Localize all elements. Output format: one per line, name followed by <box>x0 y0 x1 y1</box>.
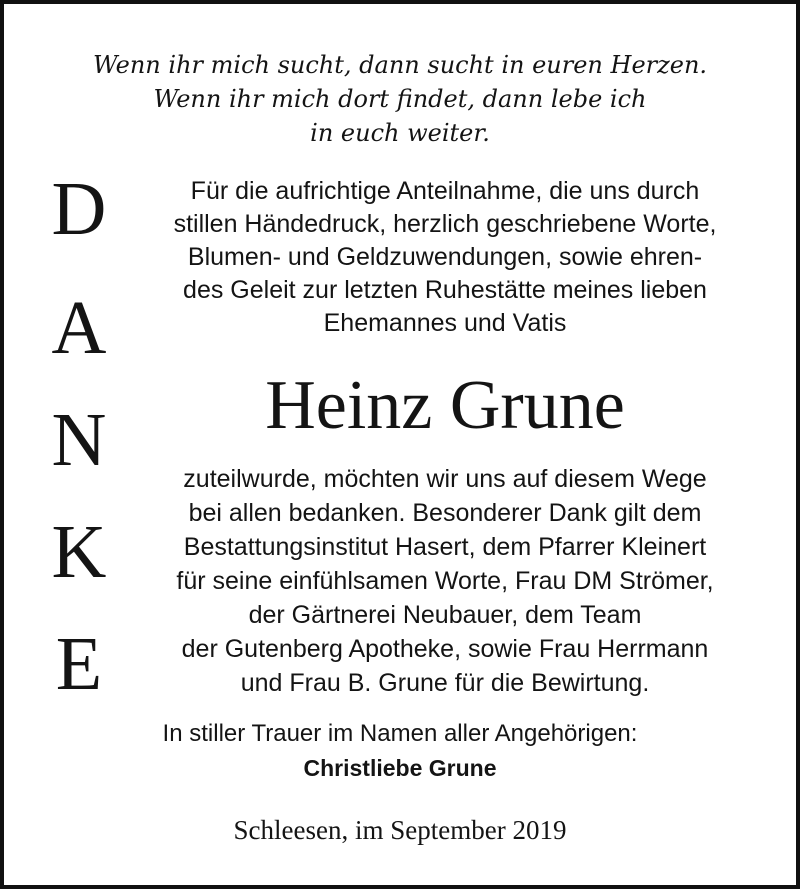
thanks-intro-line: Für die aufrichtige Anteilnahme, die uns durch <box>190 177 700 205</box>
motto-line: in euch weiter. <box>310 119 490 147</box>
danke-letter: E <box>55 622 103 706</box>
thanks-intro-line: Blumen- und Geldzuwendungen, sowie ehren- <box>187 243 703 271</box>
thanks-body-line: bei allen bedanken. Besonderer Dank gilt dem <box>188 499 702 527</box>
thanks-intro-line: des Geleit zur letzten Ruhestätte meines lieben <box>183 276 707 304</box>
thanks-body-line: der Gutenberg Apotheke, sowie Frau Herrmann <box>181 635 709 663</box>
thanks-body-line: für seine einfühlsamen Worte, Frau DM Strömer, <box>176 567 714 595</box>
thanks-intro-line: stillen Händedruck, herzlich geschriebene Worte, <box>173 210 717 238</box>
thanks-intro-line: Ehemannes und Vatis <box>323 309 567 337</box>
danke-letter: N <box>51 398 107 482</box>
danke-letter: D <box>51 167 107 251</box>
thanks-body-line: zuteilwurde, möchten wir uns auf diesem Wege <box>183 465 707 493</box>
danke-letter: K <box>51 510 107 594</box>
place-date: Schleesen, im September 2019 <box>233 815 567 845</box>
deceased-name: Heinz Grune <box>265 367 625 444</box>
thanks-body-line: und Frau B. Grune für die Bewirtung. <box>240 669 650 697</box>
motto-line: Wenn ihr mich dort findet, dann lebe ich <box>153 85 647 113</box>
signer-name: Christliebe Grune <box>303 755 497 781</box>
thanks-body-line: der Gärtnerei Neubauer, dem Team <box>248 601 642 629</box>
danke-letter: A <box>51 286 107 370</box>
motto-line: Wenn ihr mich sucht, dann sucht in euren Herzen. <box>92 51 708 79</box>
signoff: In stiller Trauer im Namen aller Angehörigen: <box>162 720 638 747</box>
thanks-body-line: Bestattungsinstitut Hasert, dem Pfarrer Kleinert <box>183 533 707 561</box>
